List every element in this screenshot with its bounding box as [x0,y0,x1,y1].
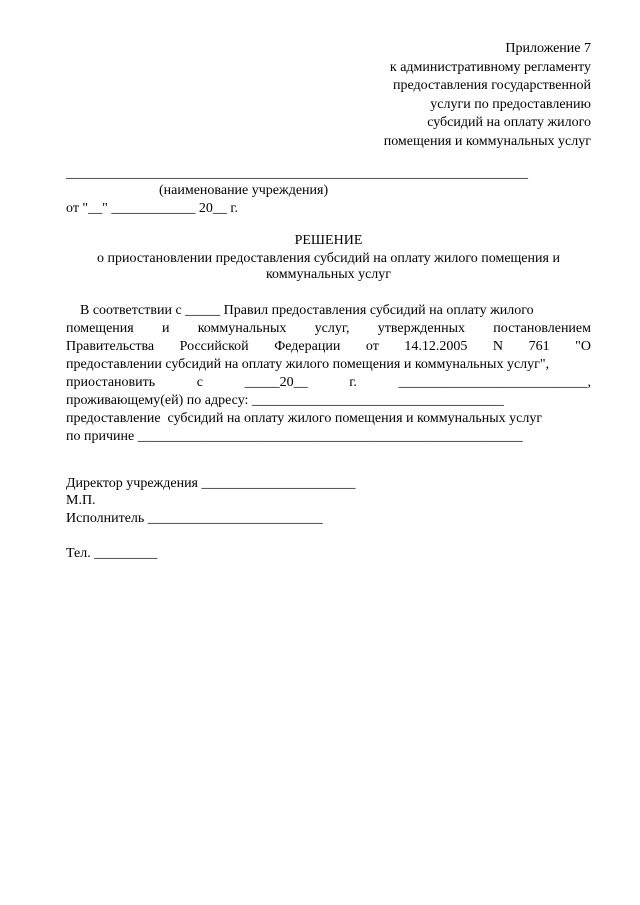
body-word: _____20__ [244,375,308,390]
annex-line: к административному регламенту [389,59,591,75]
body-word: 14.12.2005 [404,339,468,354]
body-line-2 [66,320,591,338]
annex-line: Приложение 7 [505,41,591,56]
body-word: Федерации [274,339,341,354]
document-subtitle-line1: о приостановлении предоставления субсидий на оплату жилого помещения и [97,251,560,266]
body-word: с [196,375,203,390]
decision-body [66,302,591,446]
annex-line: субсидий на оплату жилого [427,115,591,130]
body-word: постановлением [493,321,591,336]
body-line-6: проживающему(ей) по адресу: ____________________________________ [66,393,504,408]
body-line-3 [66,338,591,356]
annex-line: помещения и коммунальных услуг [383,133,591,149]
body-word: утвержденных [377,321,466,336]
phone-line: Тел. _________ [66,546,158,561]
annex-line: предоставления государственной [392,78,591,93]
institution-name-line: __________________________________________________________________ [66,166,528,181]
institution-caption: (наименование учреждения) [159,183,329,198]
body-word: ___________________________, [398,375,591,390]
body-line-7: предоставление субсидий на оплату жилого помещения и коммунальных услуг [66,411,543,426]
body-word: приостановить [66,375,156,390]
body-word: N [492,339,504,354]
body-word: "О [575,339,591,354]
body-word: и [161,321,170,336]
body-word: коммунальных [197,321,287,336]
annex-block [384,40,591,151]
annex-line: услуги по предоставлению [430,96,591,112]
body-word: Российской [179,339,249,354]
director-signature-line: Директор учреждения ______________________ [66,476,356,491]
body-line-1: В соответствии с _____ Правил предоставления субсидий на оплату жилого [66,303,534,318]
body-word: услуг, [314,321,350,336]
body-word: Правительства [66,339,155,354]
date-line: от "__" ____________ 20__ г. [66,201,239,216]
body-line-8: по причине _______________________________________________________ [66,429,523,444]
body-word: г. [349,375,357,390]
document-title: РЕШЕНИЕ [294,233,363,248]
body-word: помещения [66,321,134,336]
body-word: 761 [528,339,550,354]
body-word: от [365,339,379,354]
body-line-5 [66,374,591,392]
stamp-label: М.П. [66,493,96,508]
body-line-4: предоставлении субсидий на оплату жилого помещения и коммунальных услуг", [66,357,550,372]
executor-signature-line: Исполнитель _________________________ [66,511,323,526]
document-subtitle-line2: коммунальных услуг [265,267,392,282]
